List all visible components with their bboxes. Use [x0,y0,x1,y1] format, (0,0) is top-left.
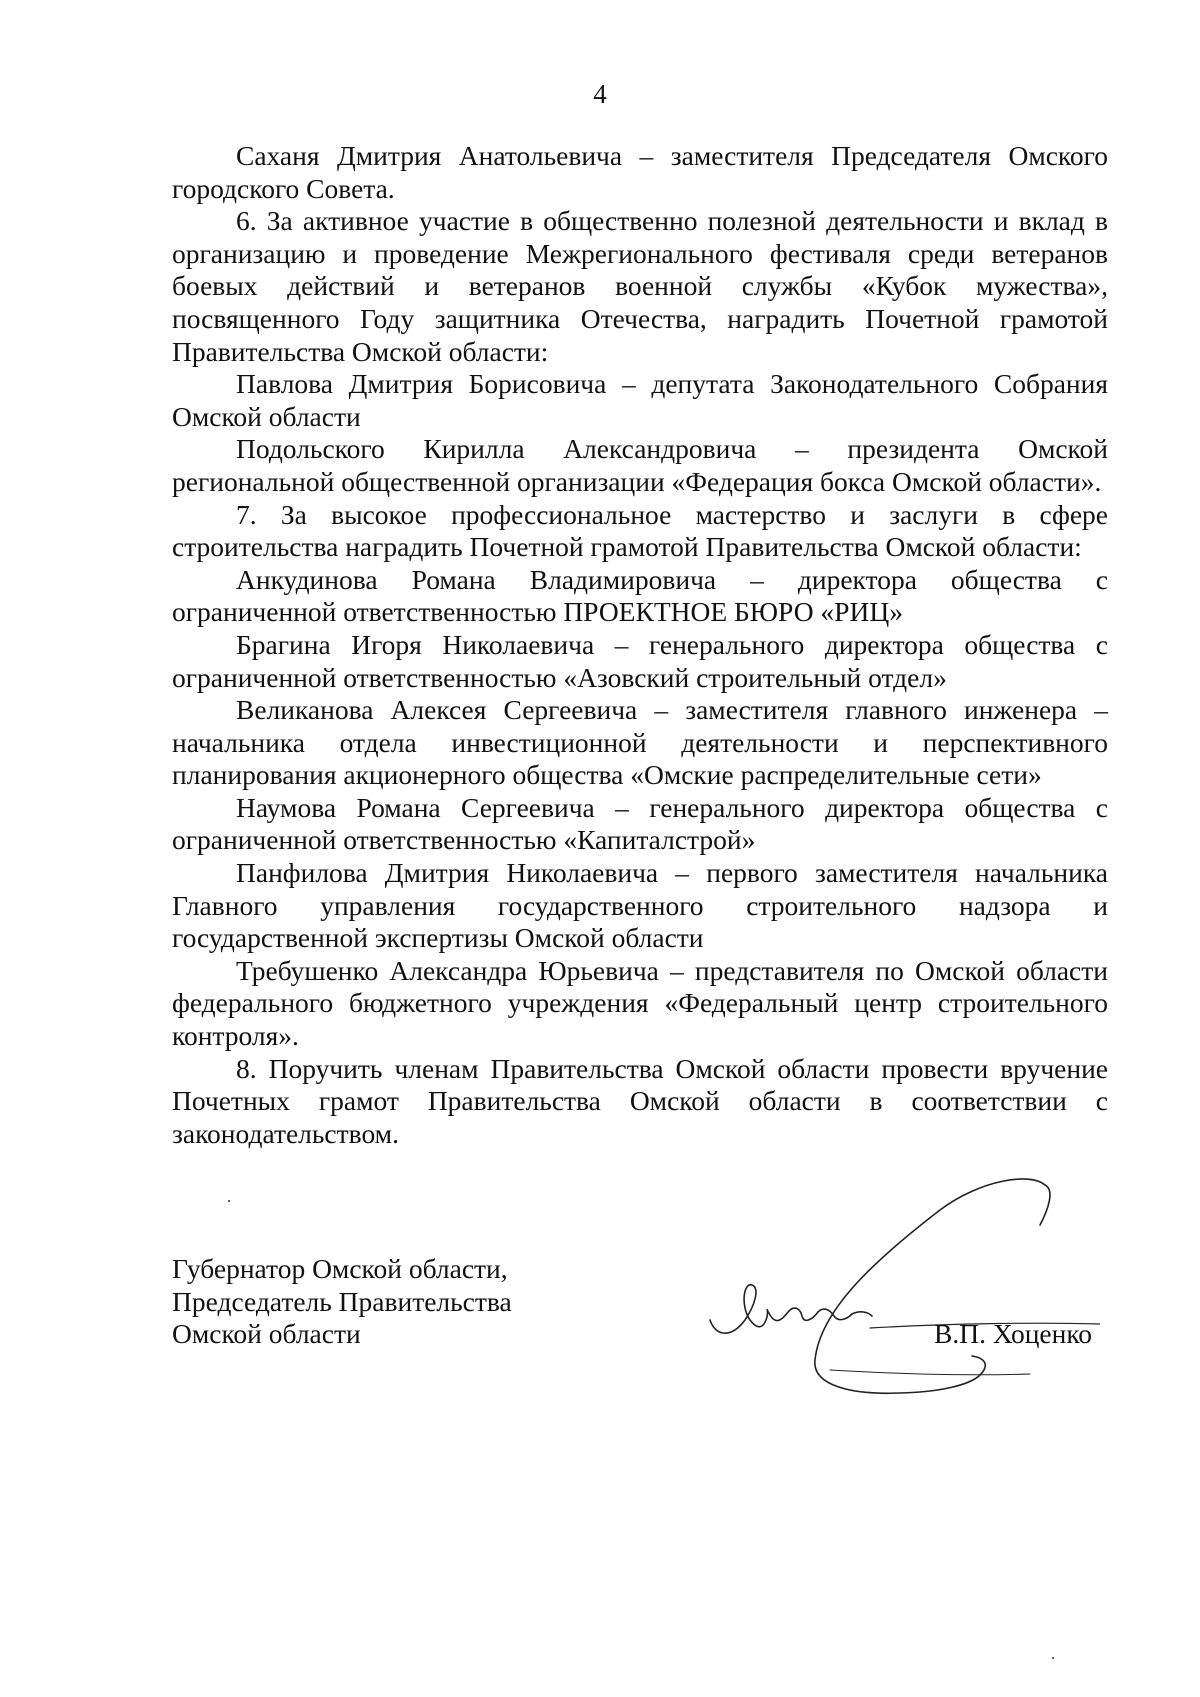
paragraph-velikanov: Великанова Алексея Сергеевича – заместителя главного инженера – начальника отдела инвестиционной деятельности и перспективного планирования акционерного общества «Омские распределительные сети» [172,694,1108,791]
paragraph-item-7: 7. За высокое профессиональное мастерство и заслуги в сфере строительства наградить Почетной грамотой Правительства Омской области: [172,498,1108,563]
paragraph-panfilov: Панфилова Дмитрия Николаевича – первого заместителя начальника Главного управления государственного строительного надзора и государственной экспертизы Омской области [172,857,1108,954]
paragraph-bragin: Брагина Игоря Николаевича – генерального директора общества с ограниченной ответственностью «Азовский строительный отдел» [172,628,1108,693]
paragraph-item-8: 8. Поручить членам Правительства Омской области провести вручение Почетных грамот Правительства Омской области в соответствии с законодательством. [172,1052,1108,1149]
paragraph-trebushenko: Требушенко Александра Юрьевича – представителя по Омской области федерального бюджетного учреждения «Федеральный центр строительного контроля». [172,954,1108,1052]
paragraph-pavlov: Павлова Дмитрия Борисовича – депутата Законодательного Собрания Омской области [172,368,1108,432]
paragraph-sakhanya: Саханя Дмитрия Анатольевича – заместителя Председателя Омского городского Совета. [172,140,1108,204]
paragraph-naumov: Наумова Романа Сергеевича – генерального директора общества с ограниченной ответственностью «Капиталстрой» [172,791,1108,856]
page-number: 4 [593,79,607,109]
signatory-name: В.П. Хоценко [934,1318,1093,1349]
signatory-title-line-1: Губернатор Омской области, [172,1253,508,1284]
signatory-title [172,1253,512,1351]
paragraph-podolsky: Подольского Кирилла Александровича – президента Омской региональной общественной организации «Федерация бокса Омской области». [172,433,1108,497]
paragraph-ankudinov: Анкудинова Романа Владимировича – директора общества с ограниченной ответственностью ПРОЕКТНОЕ БЮРО «РИЦ» [172,563,1108,628]
signatory-title-line-2: Председатель Правительства [172,1285,512,1317]
scan-speck [228,1200,230,1202]
handwritten-signature [700,1170,1100,1400]
signatory-title-line-3: Омской области [172,1318,361,1350]
paragraph-item-6: 6. За активное участие в общественно полезной деятельности и вклад в организацию и проведение Межрегионального фестиваля среди ветеранов боевых действий и ветеранов военной службы «Кубок мужества», посвященного Году защитника Отечества, наградить Почетной грамотой Правительства Омской области: [172,205,1108,367]
document-body [172,140,1108,1150]
scan-speck [1052,1657,1054,1659]
